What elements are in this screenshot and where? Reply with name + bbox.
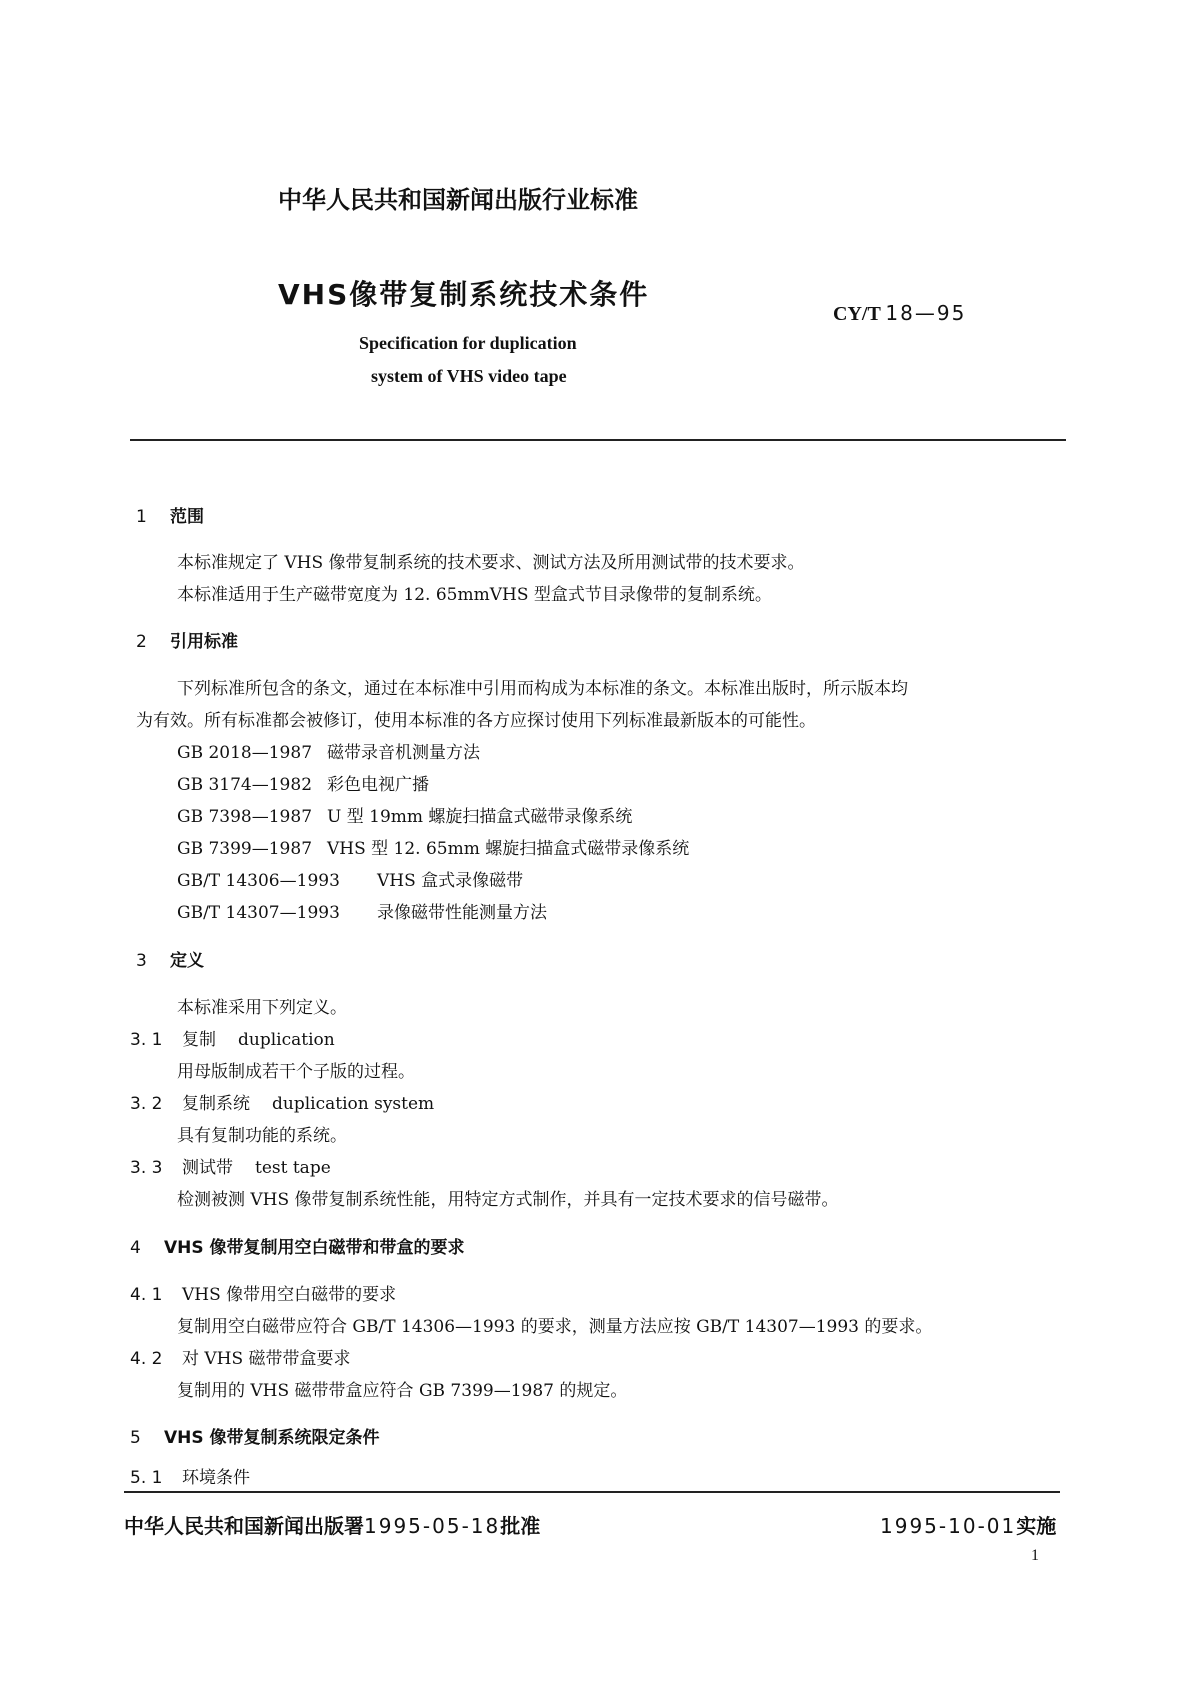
reference-code: GB/T 14306—1993 bbox=[177, 871, 340, 891]
clause-title: 环境条件 bbox=[182, 1468, 250, 1488]
reference-title: 录像磁带性能测量方法 bbox=[377, 903, 547, 923]
section-3-heading bbox=[136, 946, 204, 971]
definition-term: 复制系统 bbox=[182, 1094, 250, 1114]
standard-category-heading: 中华人民共和国新闻出版行业标准 bbox=[278, 186, 638, 214]
approval-date: 1995-05-18 bbox=[364, 1514, 501, 1538]
reference-title: 磁带录音机测量方法 bbox=[327, 743, 480, 763]
definition-term: 复制 bbox=[182, 1030, 216, 1050]
reference-code: GB/T 14307—1993 bbox=[177, 903, 340, 923]
definition-heading bbox=[130, 1153, 331, 1178]
paragraph: 本标准适用于生产磁带宽度为 12. 65mmVHS 型盒式节目录像带的复制系统。 bbox=[177, 585, 772, 605]
clause-number: 3. 3 bbox=[130, 1158, 163, 1178]
reference-code: GB 7398—1987 bbox=[177, 807, 313, 827]
definition-text: 用母版制成若干个子版的过程。 bbox=[177, 1062, 415, 1082]
section-number: 5 bbox=[130, 1428, 141, 1448]
reference-item bbox=[177, 866, 523, 891]
reference-code: GB 2018—1987 bbox=[177, 743, 313, 763]
approval-suffix: 批准 bbox=[500, 1514, 541, 1538]
definition-heading bbox=[130, 1089, 434, 1114]
approval-organization: 中华人民共和国新闻出版署 bbox=[124, 1514, 364, 1538]
reference-code: GB 7399—1987 bbox=[177, 839, 313, 859]
definition-term: 测试带 bbox=[182, 1158, 233, 1178]
reference-title: 彩色电视广播 bbox=[327, 775, 429, 795]
footer-divider bbox=[124, 1491, 1060, 1493]
paragraph: 本标准采用下列定义。 bbox=[177, 998, 347, 1018]
paragraph: 本标准规定了 VHS 像带复制系统的技术要求、测试方法及所用测试带的技术要求。 bbox=[177, 553, 805, 573]
section-title: 范围 bbox=[170, 507, 204, 527]
clause-heading bbox=[130, 1463, 250, 1488]
definition-text: 检测被测 VHS 像带复制系统性能，用特定方式制作，并具有一定技术要求的信号磁带。 bbox=[177, 1190, 839, 1210]
reference-item bbox=[177, 834, 689, 859]
section-number: 1 bbox=[136, 507, 147, 527]
reference-item bbox=[177, 770, 429, 795]
definition-heading bbox=[130, 1025, 335, 1050]
reference-title: VHS 盒式录像磁带 bbox=[377, 871, 524, 891]
standard-code-number: 18—95 bbox=[885, 301, 967, 325]
section-number: 2 bbox=[136, 632, 147, 652]
reference-item bbox=[177, 898, 547, 923]
standard-code bbox=[833, 301, 966, 326]
section-1-heading bbox=[136, 502, 204, 527]
paragraph: 下列标准所包含的条文，通过在本标准中引用而构成为本标准的条文。本标准出版时，所示版本均 bbox=[177, 679, 908, 699]
clause-title: 对 VHS 磁带带盒要求 bbox=[182, 1349, 351, 1369]
effective-date: 1995-10-01 bbox=[880, 1514, 1017, 1538]
reference-code: GB 3174—1982 bbox=[177, 775, 313, 795]
clause-number: 4. 1 bbox=[130, 1285, 163, 1305]
clause-text: 复制用的 VHS 磁带带盒应符合 GB 7399—1987 的规定。 bbox=[177, 1381, 628, 1401]
clause-number: 3. 2 bbox=[130, 1094, 163, 1114]
reference-item bbox=[177, 802, 632, 827]
paragraph: 为有效。所有标准都会被修订，使用本标准的各方应探讨使用下列标准最新版本的可能性。 bbox=[136, 711, 816, 731]
section-title: VHS 像带复制系统限定条件 bbox=[164, 1428, 380, 1448]
clause-heading bbox=[130, 1280, 396, 1305]
section-2-heading bbox=[136, 627, 238, 652]
section-title: 定义 bbox=[170, 951, 204, 971]
header-divider bbox=[130, 439, 1066, 441]
definition-term-english: test tape bbox=[255, 1158, 331, 1178]
clause-number: 4. 2 bbox=[130, 1349, 163, 1369]
english-title-line-1: Specification for duplication bbox=[359, 333, 577, 353]
reference-item bbox=[177, 738, 480, 763]
definition-text: 具有复制功能的系统。 bbox=[177, 1126, 347, 1146]
clause-title: VHS 像带用空白磁带的要求 bbox=[182, 1285, 397, 1305]
section-title: 引用标准 bbox=[170, 632, 238, 652]
section-number: 4 bbox=[130, 1238, 141, 1258]
standard-code-prefix: CY/T bbox=[833, 303, 881, 325]
document-title: VHS像带复制系统技术条件 bbox=[278, 278, 650, 311]
clause-text: 复制用空白磁带应符合 GB/T 14306—1993 的要求，测量方法应按 GB/T 14307—1993 的要求。 bbox=[177, 1317, 933, 1337]
definition-term-english: duplication system bbox=[272, 1094, 435, 1114]
clause-number: 5. 1 bbox=[130, 1468, 163, 1488]
page-number: 1 bbox=[1031, 1547, 1039, 1564]
section-title: VHS 像带复制用空白磁带和带盒的要求 bbox=[164, 1238, 465, 1258]
approval-line bbox=[124, 1510, 540, 1539]
effective-line bbox=[880, 1510, 1056, 1539]
definition-term-english: duplication bbox=[238, 1030, 335, 1050]
reference-title: VHS 型 12. 65mm 螺旋扫描盒式磁带录像系统 bbox=[327, 839, 690, 859]
clause-number: 3. 1 bbox=[130, 1030, 163, 1050]
clause-heading bbox=[130, 1344, 351, 1369]
reference-title: U 型 19mm 螺旋扫描盒式磁带录像系统 bbox=[327, 807, 633, 827]
section-4-heading bbox=[130, 1233, 465, 1258]
effective-suffix: 实施 bbox=[1016, 1514, 1057, 1538]
section-number: 3 bbox=[136, 951, 147, 971]
english-title-line-2: system of VHS video tape bbox=[371, 366, 567, 386]
section-5-heading bbox=[130, 1423, 380, 1448]
